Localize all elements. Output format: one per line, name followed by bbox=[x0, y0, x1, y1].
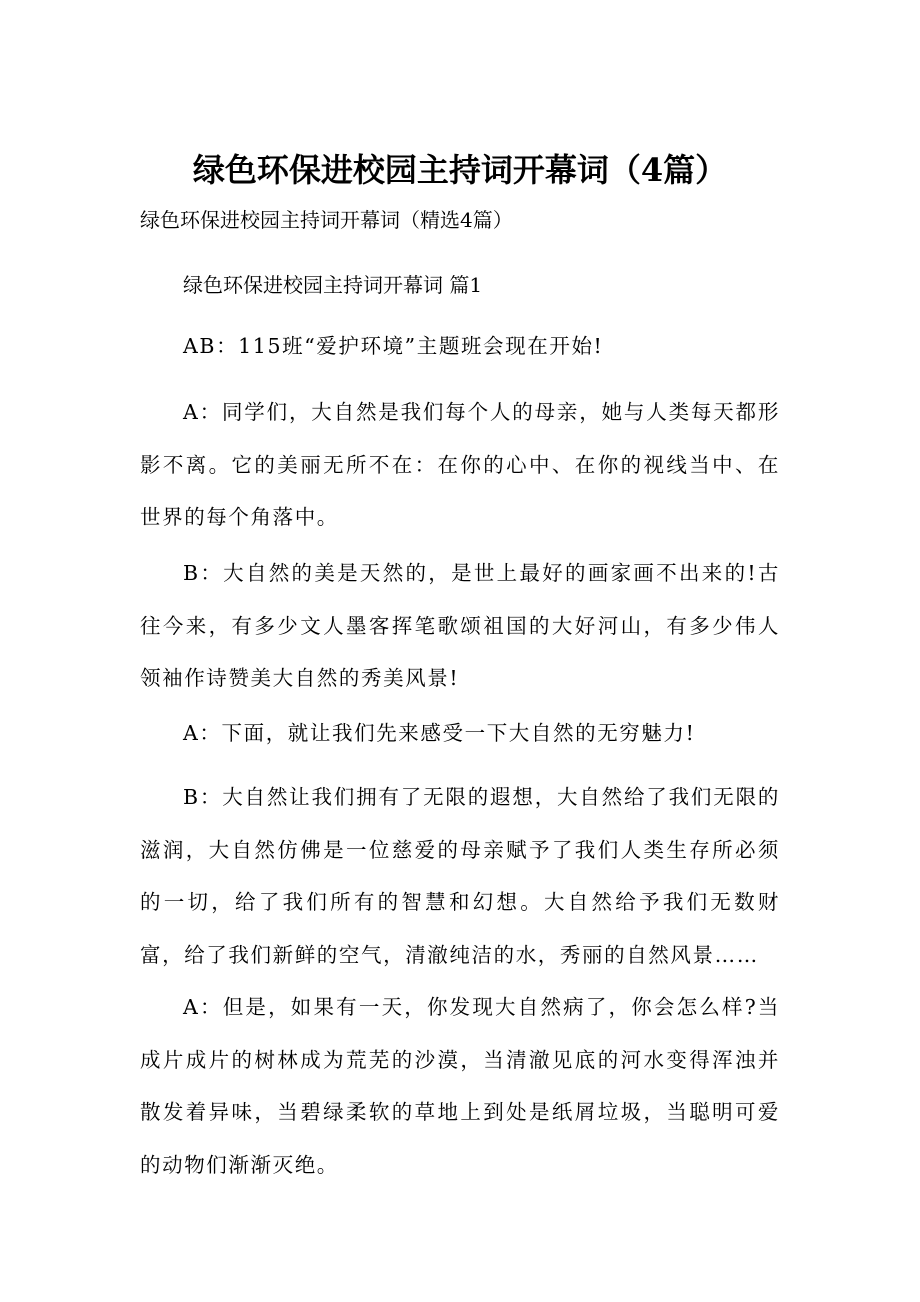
section-heading: 绿色环保进校园主持词开幕词 篇1 bbox=[183, 273, 483, 297]
paragraph: AB：115班“爱护环境”主题班会现在开始! bbox=[183, 334, 604, 358]
document-subtitle: 绿色环保进校园主持词开幕词（精选4篇） bbox=[140, 208, 513, 232]
paragraph: B：大自然的美是天然的，是世上最好的画家画不出来的!古往今来，有多少文人墨客挥笔歌颂祖国的大好河山，有多少伟人领袖作诗赞美大自然的秀美风景! bbox=[140, 561, 780, 691]
document-title: 绿色环保进校园主持词开幕词（4篇） bbox=[192, 151, 728, 189]
paragraph: A：同学们，大自然是我们每个人的母亲，她与人类每天都形影不离。它的美丽无所不在：在你的心中、在你的视线当中、在世界的每个角落中。 bbox=[140, 400, 780, 530]
paragraph: A：但是，如果有一天，你发现大自然病了，你会怎么样?当成片成片的树林成为荒芜的沙漠，当清澈见底的河水变得浑浊并散发着异味，当碧绿柔软的草地上到处是纸屑垃圾，当聪明可爱的动物们渐渐灭绝。 bbox=[140, 995, 780, 1178]
paragraph: A：下面，就让我们先来感受一下大自然的无穷魅力! bbox=[183, 721, 696, 745]
paragraph: B：大自然让我们拥有了无限的遐想，大自然给了我们无限的滋润，大自然仿佛是一位慈爱的母亲赋予了我们人类生存所必须的一切，给了我们所有的智慧和幻想。大自然给予我们无数财富，给了我们新鲜的空气，清澈纯洁的水，秀丽的自然风景…… bbox=[140, 785, 780, 968]
